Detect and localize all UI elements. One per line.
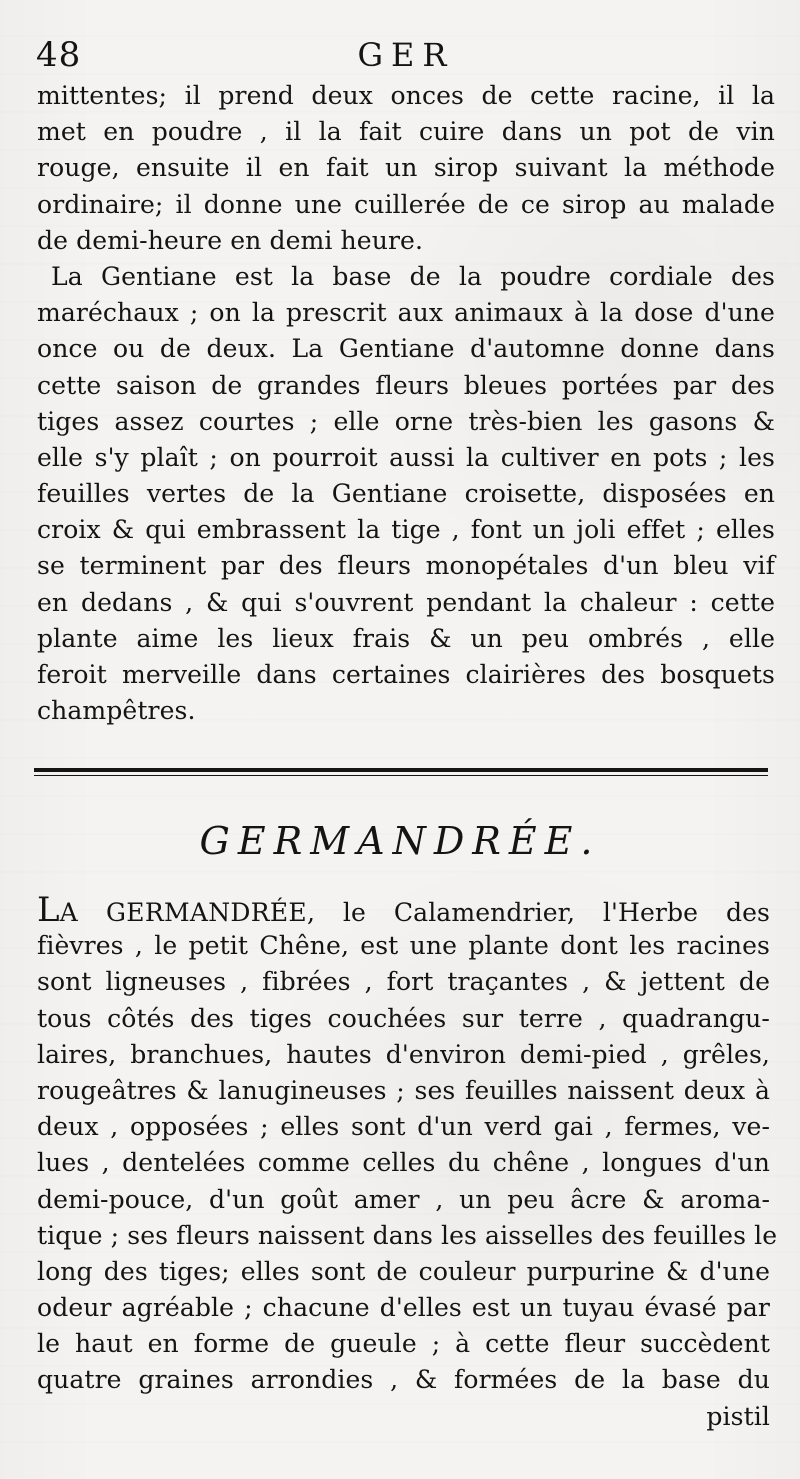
text-line: le haut en forme de gueule ; à cette fleur succèdent <box>37 1329 770 1359</box>
opening-line-rest: , le Calamendrier, l'Herbe des <box>306 898 770 927</box>
text-line: feroit merveille dans certaines clairières des bosquets <box>37 660 775 689</box>
text-line: quatre graines arrondies , & formées de la base du <box>37 1365 770 1395</box>
opening-line <box>37 892 770 928</box>
text-line: fièvres , le petit Chêne, est une plante dont les racines <box>37 931 770 961</box>
text-line: once ou de deux. La Gentiane d'automne donne dans <box>37 334 775 364</box>
text-line: tiges assez courtes ; elle orne très-bien les gasons & <box>37 406 775 436</box>
text-line: mittentes; il prend deux onces de cette racine, il la <box>37 81 775 110</box>
text-line: feuilles vertes de la Gentiane croisette, disposées en <box>37 479 775 509</box>
text-line: elle s'y plaît ; on pourroit aussi la cultiver en pots ; les <box>37 442 775 472</box>
text-line: plante aime les lieux frais & un peu ombrés , elle <box>37 623 775 653</box>
text-line: tous côtés des tiges couchées sur terre , quadrangu- <box>37 1003 770 1033</box>
text-line: odeur agréable ; chacune d'elles est un tuyau évasé par <box>37 1293 770 1323</box>
text-line: tique ; ses fleurs naissent dans les aisselles des feuilles le <box>37 1220 778 1250</box>
text-line: met en poudre , il la fait cuire dans un pot de vin <box>37 117 775 147</box>
section-divider-rule <box>34 768 768 777</box>
text-line: en dedans , & qui s'ouvrent pendant la chaleur : cette <box>37 587 775 617</box>
text-line: deux , opposées ; elles sont d'un verd gai , fermes, ve- <box>37 1112 770 1142</box>
text-line: se terminent par des fleurs monopétales d'un bleu vif <box>37 551 775 581</box>
gentiane-text-block <box>37 78 775 729</box>
text-line: champêtres. <box>37 696 196 726</box>
text-line: long des tiges; elles sont de couleur purpurine & d'une <box>37 1256 770 1286</box>
text-line: lues , dentelées comme celles du chêne , longues d'un <box>37 1148 770 1178</box>
text-line: rouge, ensuite il en fait un sirop suivant la méthode <box>37 153 775 183</box>
text-line: demi-pouce, d'un goût amer , un peu âcre & aroma- <box>37 1184 770 1214</box>
text-line: croix & qui embrassent la tige , font un joli effet ; elles <box>37 515 775 545</box>
text-line: cette saison de grandes fleurs bleues portées par des <box>37 370 775 400</box>
catchword: pistil <box>706 1401 770 1431</box>
text-line: laires, branchues, hautes d'environ demi-pied , grêles, <box>37 1039 770 1069</box>
text-line: de demi-heure en demi heure. <box>37 225 424 255</box>
page-header <box>0 35 800 82</box>
opening-small-caps: A GERMANDRÉE <box>59 898 307 927</box>
drop-initial: L <box>37 890 60 930</box>
germandree-text-block <box>37 890 778 1435</box>
running-head: GER <box>357 36 455 74</box>
text-line: ordinaire; il donne une cuillerée de ce sirop au malade <box>37 189 775 219</box>
text-line: sont ligneuses , fibrées , fort traçantes , & jettent de <box>37 967 770 997</box>
text-line: maréchaux ; on la prescrit aux animaux à la dose d'une <box>37 298 775 328</box>
section-title: GERMANDRÉE. <box>199 819 601 863</box>
paragraph-start-line: La Gentiane est la base de la poudre cordiale des <box>51 261 775 291</box>
text-line: rougeâtres & lanugineuses ; ses feuilles naissent deux à <box>37 1075 770 1105</box>
page-number: 48 <box>36 35 82 75</box>
